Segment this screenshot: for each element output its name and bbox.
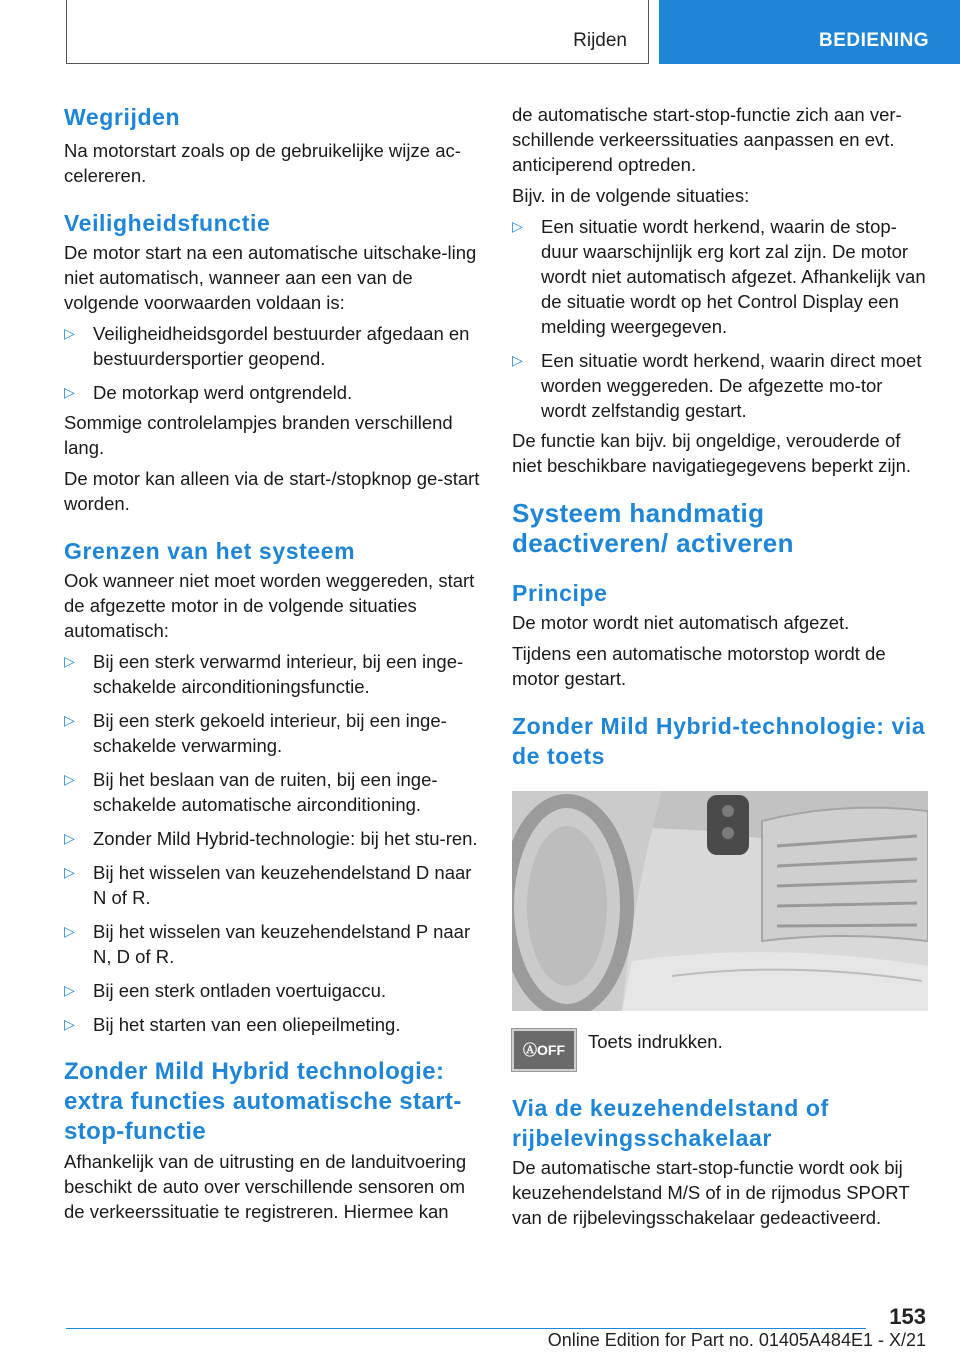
triangle-bullet-icon: ▷	[64, 1016, 75, 1032]
section-title: Rijden	[573, 30, 627, 51]
paragraph-grenzen: Ook wanneer niet moet worden weggereden, start de afgezette motor in de volgende situaties automatisch:	[64, 570, 475, 641]
paragraph-controlelampjes: Sommige controlelampjes branden verschillend lang.	[64, 412, 453, 458]
triangle-bullet-icon: ▷	[64, 771, 75, 787]
triangle-bullet-icon: ▷	[64, 325, 75, 341]
dashboard-photo	[512, 791, 928, 1011]
heading-wegrijden: Wegrijden	[64, 104, 181, 130]
left-column	[64, 98, 482, 1224]
list-item: ▷ Bij het beslaan van de ruiten, bij een inge-schakelde automatische airconditioning.	[64, 769, 438, 815]
paragraph-functie: De functie kan bijv. bij ongeldige, verouderde of niet beschikbare navigatiegegevens beperkt zijn.	[512, 430, 912, 476]
list-item: ▷ Bij het wisselen van keuzehendelstand D naar N of R.	[64, 862, 472, 908]
heading-keuzehendel: Via de keuzehendelstand of rijbelevingsschakelaar	[512, 1095, 829, 1151]
list-veiligheid	[64, 321, 482, 405]
triangle-bullet-icon: ▷	[64, 864, 75, 880]
list-item: ▷ De motorkap werd ontgrendeld.	[64, 382, 353, 403]
right-column	[512, 98, 926, 1230]
heading-veiligheidsfunctie: Veiligheidsfunctie	[64, 210, 271, 236]
paragraph-startknop: De motor kan alleen via de start-/stopknop ge-start worden.	[64, 468, 480, 514]
paragraph-continued: de automatische start-stop-functie zich aan ver-schillende verkeerssituaties aanpassen en evt. anticiperend optreden.	[512, 104, 902, 175]
heading-zonder-mild-hybrid: Zonder Mild Hybrid technologie: extra functies automatische start-stop-functie	[64, 1058, 462, 1145]
triangle-bullet-icon: ▷	[64, 712, 75, 728]
triangle-bullet-icon: ▷	[64, 653, 75, 669]
page-number: 153	[889, 1304, 926, 1329]
list-item: ▷ Veiligheidheidsgordel bestuurder afgedaan en bestuurdersportier geopend.	[64, 323, 470, 369]
paragraph-principe-2: Tijdens een automatische motorstop wordt de motor gestart.	[512, 643, 886, 689]
triangle-bullet-icon: ▷	[512, 352, 523, 368]
paragraph-toets: Toets indrukken.	[588, 1031, 723, 1052]
list-item: ▷ Een situatie wordt herkend, waarin de stop-duur waarschijnlijk erg kort zal zijn. De motor wordt niet automatisch afgezet. Afhankelijk van de situatie wordt op het Control Display een melding weergegeven.	[512, 216, 926, 337]
heading-via-toets: Zonder Mild Hybrid-technologie: via de toets	[512, 713, 926, 769]
list-grenzen	[64, 649, 482, 1037]
heading-principe: Principe	[512, 580, 608, 606]
chapter-tab-label: BEDIENING	[819, 30, 930, 51]
triangle-bullet-icon: ▷	[64, 384, 75, 400]
paragraph-bijv: Bijv. in de volgende situaties:	[512, 185, 750, 206]
heading-grenzen: Grenzen van het systeem	[64, 538, 356, 564]
chapter-tab	[659, 0, 960, 64]
button-instruction-row	[512, 1029, 926, 1071]
list-item: ▷ Bij een sterk ontladen voertuigaccu.	[64, 980, 387, 1001]
paragraph-keuzehendel: De automatische start-stop-functie wordt ook bij keuzehendelstand M/S of in de rijmodus SPORT van de rijbelevingsschakelaar gedeactiveerd.	[512, 1157, 910, 1228]
header-frame	[66, 0, 649, 64]
paragraph-principe-1: De motor wordt niet automatisch afgezet.	[512, 612, 850, 633]
list-item: ▷ Zonder Mild Hybrid-technologie: bij het stu-ren.	[64, 828, 478, 849]
list-item: ▷ Bij een sterk verwarmd interieur, bij een inge-schakelde airconditioningsfunctie.	[64, 651, 464, 697]
list-situaties	[512, 214, 926, 423]
paragraph-zonder-mild-hybrid: Afhankelijk van de uitrusting en de landuitvoering beschikt de auto over verschillende sensoren om de verkeerssituatie te registreren. Hiermee kan	[64, 1151, 467, 1222]
dashboard-illustration	[512, 791, 928, 1011]
edition-note: Online Edition for Part no. 01405A484E1 - X/21	[547, 1330, 926, 1350]
triangle-bullet-icon: ▷	[64, 982, 75, 998]
heading-systeem-handmatig: Systeem handmatig deactiveren/ activeren	[512, 498, 794, 558]
triangle-bullet-icon: ▷	[512, 218, 523, 234]
list-item: ▷ Bij het wisselen van keuzehendelstand P naar N, D of R.	[64, 921, 471, 967]
footer-divider	[66, 1328, 866, 1329]
list-item: ▷ Bij een sterk gekoeld interieur, bij een inge-schakelde verwarming.	[64, 710, 447, 756]
list-item: ▷ Bij het starten van een oliepeilmeting.	[64, 1014, 401, 1035]
triangle-bullet-icon: ▷	[64, 830, 75, 846]
list-item: ▷ Een situatie wordt herkend, waarin direct moet worden weggereden. De afgezette mo-tor wordt zelfstandig gestart.	[512, 350, 922, 421]
paragraph-veiligheidsfunctie: De motor start na een automatische uitschake-ling niet automatisch, wanneer aan een van de volgende voorwaarden voldaan is:	[64, 242, 477, 313]
triangle-bullet-icon: ▷	[64, 923, 75, 939]
paragraph-wegrijden: Na motorstart zoals op de gebruikelijke wijze ac-celereren.	[64, 140, 461, 186]
auto-start-stop-off-icon: ⒶOFF	[512, 1029, 576, 1071]
